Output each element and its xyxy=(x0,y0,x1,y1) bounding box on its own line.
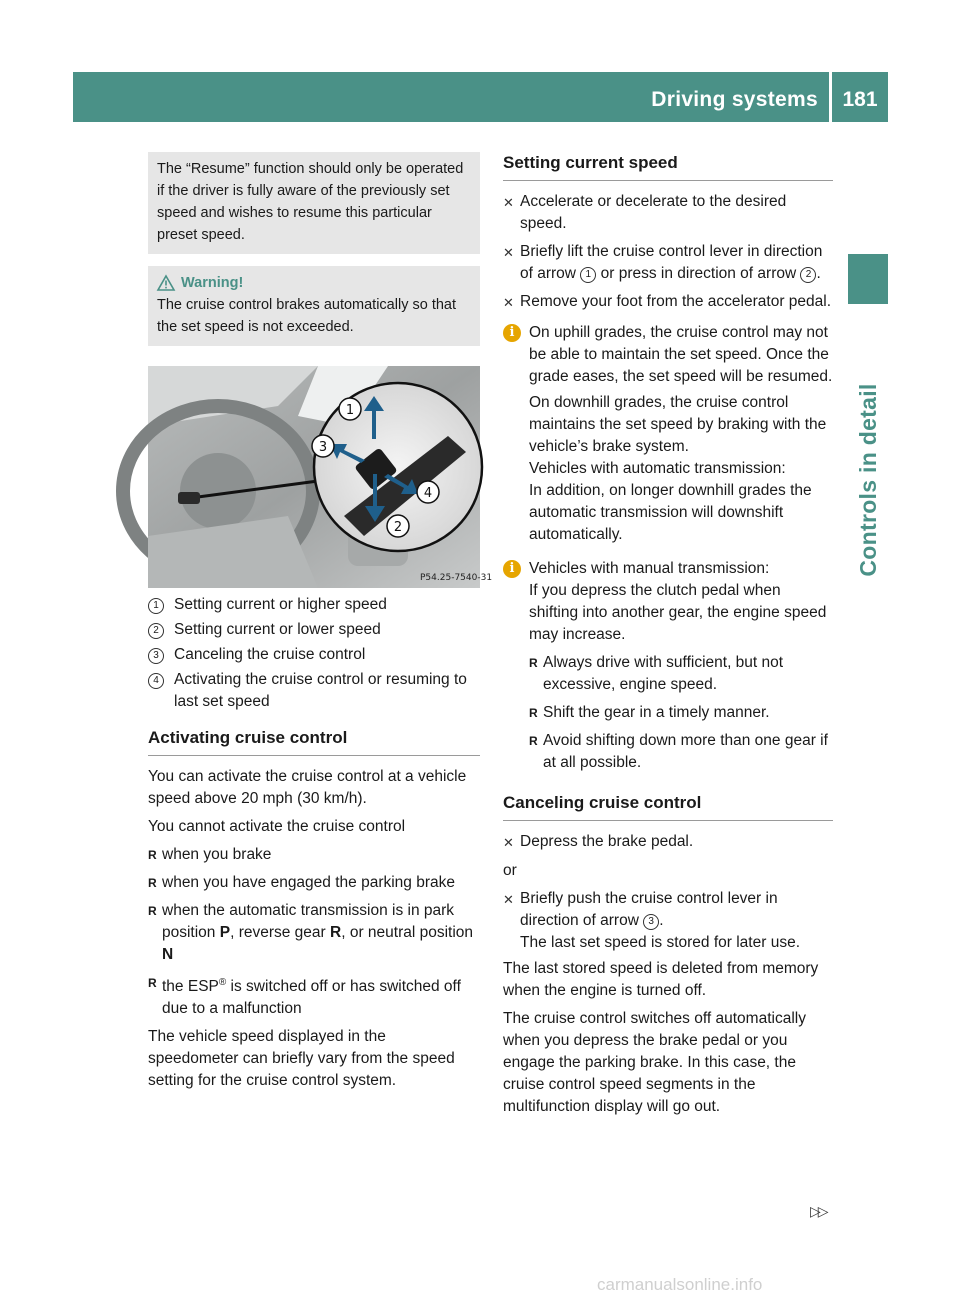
step-arrow-icon: ✕ xyxy=(503,295,514,310)
info-note-manual: i Vehicles with manual transmission: If you depress the clutch pedal when shifting into another gear, the engine speed may increase. R Always drive with sufficient, but not excessive, engine speed. R Shift the gear in a timely manner. R Avoid shifting down more than one gear if at all possible. xyxy=(503,558,833,780)
section-title: Driving systems xyxy=(651,88,818,111)
info-icon: i xyxy=(503,324,521,342)
canceling-para-1: The last stored speed is deleted from memory when the engine is turned off. xyxy=(503,960,819,999)
activating-para-1: You can activate the cruise control at a vehicle speed above 20 mph (30 km/h). xyxy=(148,768,467,807)
bullet-item: R Always drive with sufficient, but not excessive, engine speed. xyxy=(529,654,784,693)
right-column xyxy=(503,152,833,1118)
bullet-item: R when the automatic transmission is in park position P, reverse gear R, or neutral position N xyxy=(148,902,474,963)
step-item: ✕ Remove your foot from the accelerator pedal. xyxy=(503,291,833,314)
step-item: ✕ Accelerate or decelerate to the desired speed. xyxy=(503,191,833,235)
header-divider xyxy=(829,72,832,122)
legend-text: Setting current or lower speed xyxy=(174,621,381,638)
activating-heading: Activating cruise control xyxy=(148,727,480,756)
side-chapter-label: Controls in detail xyxy=(855,383,881,577)
legend-item xyxy=(148,644,480,666)
cruise-lever-figure xyxy=(148,366,493,588)
or-text: or xyxy=(503,862,517,879)
step-item: ✕ Briefly push the cruise control lever in direction of arrow 3 . The last set speed is stored for later use. xyxy=(503,888,833,954)
step-item: ✕ Briefly lift the cruise control lever in direction of arrow 1 or press in direction of arrow 2 . xyxy=(503,241,833,285)
callout-4: 4 xyxy=(423,486,433,501)
callout-1: 1 xyxy=(345,403,355,418)
legend-number: 1 xyxy=(148,598,164,614)
figure-legend xyxy=(148,594,480,713)
info-icon: i xyxy=(503,560,521,578)
page-number: 181 xyxy=(842,88,878,111)
legend-item xyxy=(148,669,480,713)
legend-item xyxy=(148,619,480,641)
warning-box xyxy=(148,266,480,346)
step-arrow-icon: ✕ xyxy=(503,892,514,907)
warning-triangle-icon xyxy=(157,275,175,291)
callout-3: 3 xyxy=(318,440,328,455)
legend-text: Canceling the cruise control xyxy=(174,646,366,663)
info-note-grades: i On uphill grades, the cruise control may not be able to maintain the set speed. Once the grade eases, the set speed will be resumed. On downhill grades, the cruise control maintains the set speed by braking with the vehicle’s brake system. Vehicles with automatic transmission: In addition, on longer downhill grades the automatic transmission will downshift automatically. xyxy=(503,322,833,546)
resume-note: The “Resume” function should only be operated if the driver is fully aware of the previously set speed and wishes to resume this particular preset speed. xyxy=(148,152,480,254)
canceling-heading: Canceling cruise control xyxy=(503,792,833,821)
canceling-para-2: The cruise control switches off automatically when you depress the brake pedal or you engage the parking brake. In this case, the cruise control speed segments in the multifunction display will go out. xyxy=(503,1010,806,1115)
legend-number: 4 xyxy=(148,673,164,689)
activating-para-2: You cannot activate the cruise control xyxy=(148,818,406,835)
step-arrow-icon: ✕ xyxy=(503,245,514,260)
bullet-item: R the ESP® is switched off or has switched off due to a malfunction xyxy=(148,976,461,1018)
warning-title: Warning! xyxy=(181,275,244,291)
bullet-item: R when you have engaged the parking brake xyxy=(148,874,455,891)
bullet-item: R Shift the gear in a timely manner. xyxy=(529,704,770,721)
continued-marker: ▷▷ xyxy=(810,1203,826,1219)
watermark: carmanualsonline.info xyxy=(597,1275,763,1294)
warning-text: The cruise control brakes automatically so that the set speed is not exceeded. xyxy=(157,297,456,335)
step-item: ✕ Depress the brake pedal. xyxy=(503,831,833,854)
bullet-item: R when you brake xyxy=(148,846,272,863)
figure-code: P54.25-7540-31 xyxy=(420,573,493,583)
legend-number: 3 xyxy=(148,648,164,664)
legend-text: Setting current or higher speed xyxy=(174,596,387,613)
page-header xyxy=(73,72,888,122)
warning-heading xyxy=(157,272,471,294)
legend-text: Activating the cruise control or resuming to last set speed xyxy=(174,671,467,710)
callout-2: 2 xyxy=(393,520,403,535)
cruise-control-lever-photo xyxy=(148,366,493,588)
legend-item xyxy=(148,594,480,616)
activating-para-3: The vehicle speed displayed in the speedometer can briefly vary from the speed setting for the cruise control system. xyxy=(148,1028,455,1090)
legend-number: 2 xyxy=(148,623,164,639)
step-arrow-icon: ✕ xyxy=(503,195,514,210)
bullet-item: R Avoid shifting down more than one gear if at all possible. xyxy=(529,732,828,771)
side-tab-marker xyxy=(848,254,888,304)
left-column xyxy=(148,152,493,1092)
setting-heading: Setting current speed xyxy=(503,152,833,181)
step-arrow-icon: ✕ xyxy=(503,835,514,850)
